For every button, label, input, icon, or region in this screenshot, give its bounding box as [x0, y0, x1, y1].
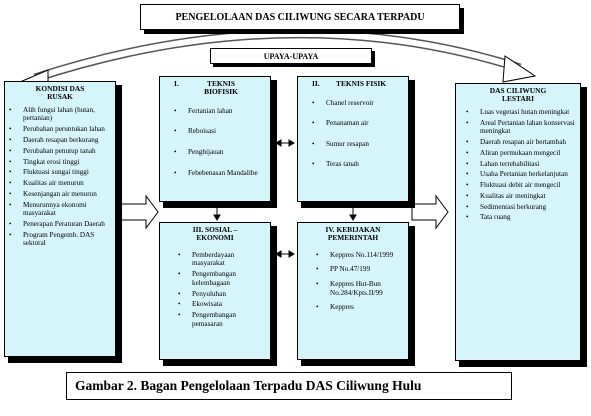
- list-item: • Pengembangan pemasaran: [178, 311, 262, 328]
- list-item: • Teras tanah: [312, 160, 408, 169]
- list-item: • Sumur resapan: [312, 140, 408, 149]
- kondisi-heading: KONDISI DAS RUSAK: [35, 84, 85, 102]
- list-item: • Program Pengemb. DAS sektoral: [9, 231, 115, 248]
- list-item: • Kesenjangan air menurun: [9, 190, 115, 199]
- list-item: • Keppres Hut-Bun No.284/Kpts.II/99: [316, 280, 400, 297]
- teknis-list: [160, 107, 270, 177]
- upaya-label: UPAYA-UPAYA: [210, 48, 372, 64]
- lestari-list: [456, 108, 580, 222]
- list-item: • Kualitas air menurun: [9, 179, 115, 188]
- teknis-box: [159, 76, 271, 202]
- list-item: • Lahan terrehabilitasi: [466, 160, 576, 169]
- double-arrow-bottom: [276, 251, 294, 257]
- kebijakan-list: [298, 251, 408, 312]
- list-item: • Menurunnya ekonomi masyarakat: [9, 201, 115, 218]
- list-item: • Tingkat erosi tinggi: [9, 158, 115, 167]
- kebijakan-heading: IV. KEBIJAKAN PEMERINTAH: [325, 225, 381, 243]
- list-item: • Reboisasi: [174, 127, 270, 136]
- list-item: • Penanaman air: [312, 119, 408, 128]
- list-item: • Usaha Pertanian berkelanjutan: [466, 170, 576, 179]
- teksipil-numeral: II.: [312, 79, 320, 88]
- list-item: • Daerah resapan air bertambah: [466, 138, 576, 147]
- figure-caption: Gambar 2. Bagan Pengelolaan Terpadu DAS Ciliwung Hulu: [66, 372, 512, 400]
- kondisi-box: [4, 81, 116, 357]
- list-item: • Perubahan peruntukan lahan: [9, 125, 115, 134]
- list-item: • Aliran permukaan mengecil: [466, 149, 576, 158]
- list-item: • Penghijauan: [174, 148, 270, 157]
- list-item: • Keppres No.114/1999: [316, 251, 400, 260]
- arc-arrowhead: [503, 56, 535, 82]
- sosial-heading: III. SOSIAL – EKONOMI: [192, 225, 238, 243]
- list-item: • Sedimentasi berkurang: [466, 203, 576, 212]
- sosial-list: [160, 251, 270, 329]
- sosial-box: [159, 222, 271, 360]
- list-item: • Penerapan Peraturan Daerah: [9, 220, 115, 229]
- kebijakan-box: [297, 222, 409, 360]
- list-item: • Daerah resapan berkurang: [9, 136, 115, 145]
- teksipil-box: [297, 76, 409, 202]
- list-item: • Luas vegetasi hutan meningkat: [466, 108, 576, 117]
- list-item: • Areal Pertanian lahan konservasi meningkat: [466, 119, 576, 136]
- list-item: • Kualitas air meningkat: [466, 192, 576, 201]
- list-item: • Penyuluhan: [178, 290, 262, 299]
- diagram-title: PENGELOLAAN DAS CILIWUNG SECARA TERPADU: [140, 4, 460, 30]
- block-arrow-right: [412, 196, 448, 228]
- teksipil-list: [298, 99, 408, 169]
- list-item: • Febebenasan Mandalibe: [174, 169, 270, 178]
- double-arrow-top: [276, 140, 294, 146]
- list-item: • Chanel reservoir: [312, 99, 408, 108]
- teknis-heading: TEKNIS BIOFISIK: [204, 79, 238, 97]
- lestari-heading: DAS CILIWUNG LESTARI: [489, 86, 547, 104]
- list-item: • PP No.47/199: [316, 265, 400, 274]
- block-arrow-left: [120, 196, 158, 228]
- list-item: • Perubahan penutup tanah: [9, 147, 115, 156]
- list-item: • Alih fungsi lahan (hutan, pertanian): [9, 106, 115, 123]
- lestari-box: [455, 83, 581, 361]
- list-item: • Fertanian lahan: [174, 107, 270, 116]
- teknis-numeral: I.: [174, 79, 179, 88]
- list-item: • Tata ruang: [466, 213, 576, 222]
- kondisi-list: [5, 106, 115, 248]
- teksipil-heading: TEKNIS FISIK: [336, 79, 386, 88]
- list-item: • Ekowisata: [178, 300, 262, 309]
- list-item: • Keppres: [316, 303, 400, 312]
- list-item: • Pemberdayaan masyarakat: [178, 251, 262, 268]
- list-item: • Fluktuasi debit air mengecil: [466, 181, 576, 190]
- list-item: • Fluktuasi sungai tinggi: [9, 168, 115, 177]
- list-item: • Pengembangan kelembagaan: [178, 270, 262, 287]
